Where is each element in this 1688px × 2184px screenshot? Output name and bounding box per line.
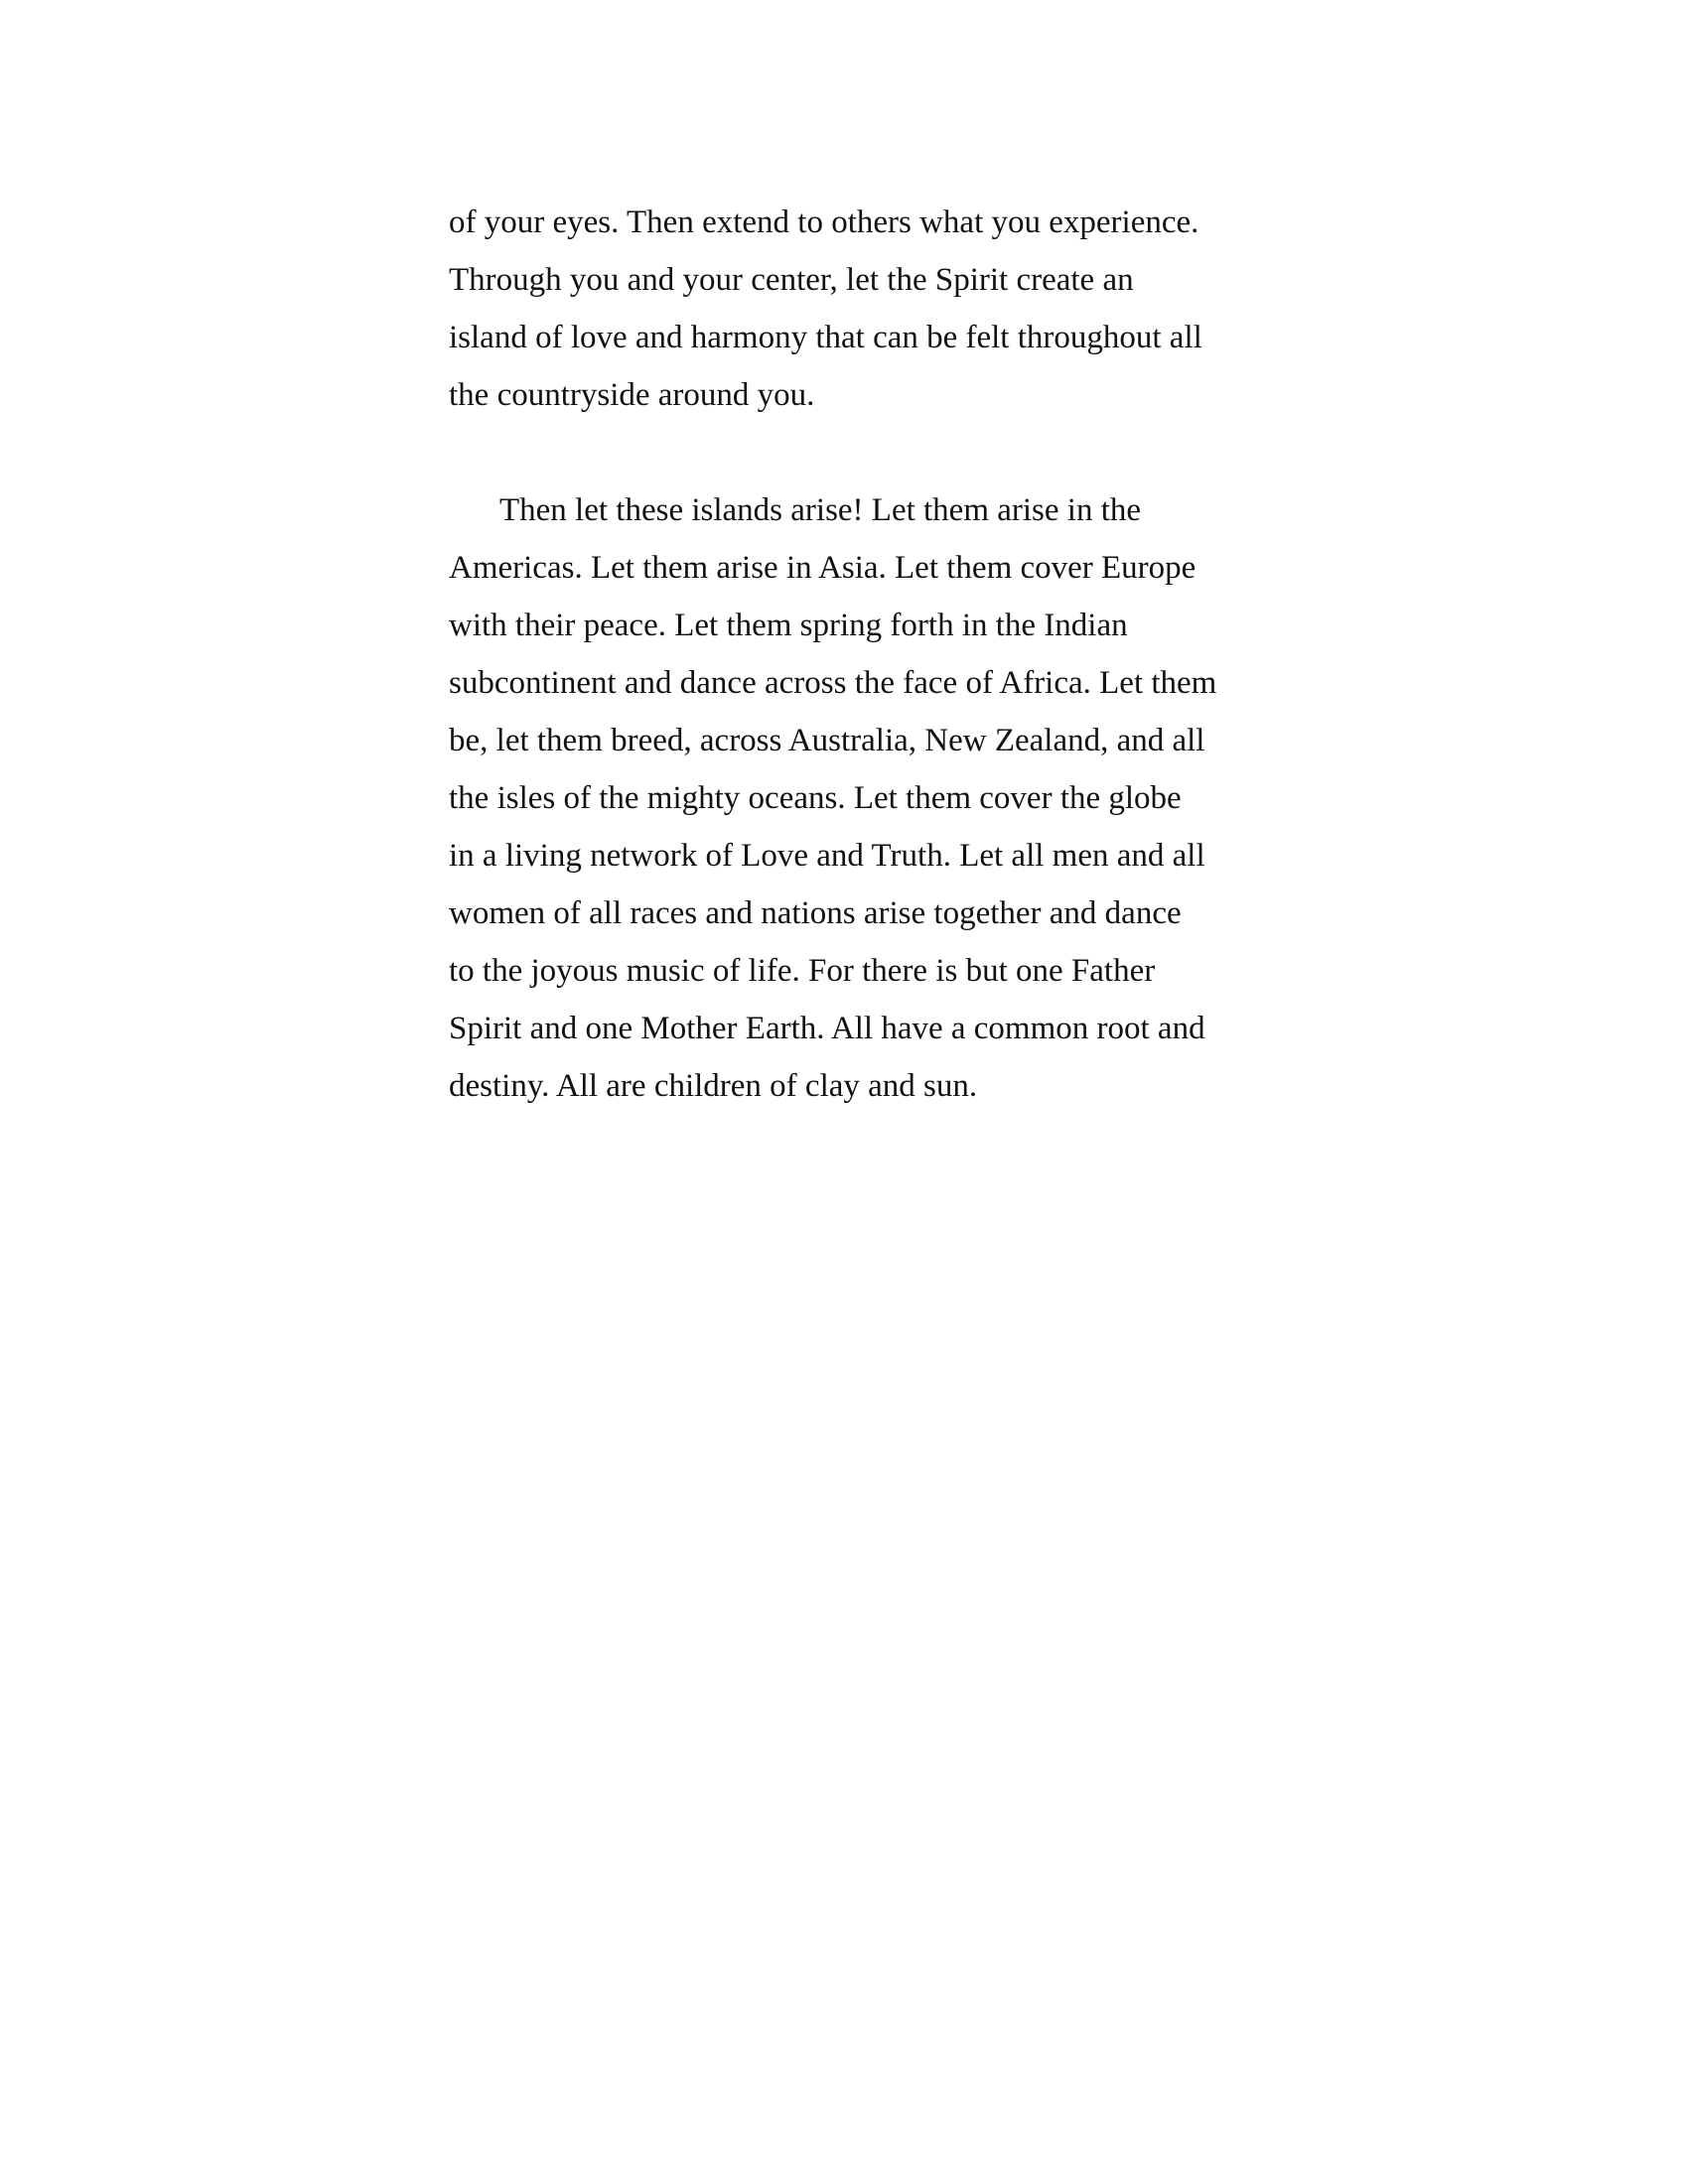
paragraph-gap: [449, 424, 1263, 481]
paragraph-2: [449, 481, 1263, 1115]
text-line: women of all races and nations arise together and dance: [449, 895, 1182, 931]
text-line: in a living network of Love and Truth. Let all men and all: [449, 838, 1205, 874]
text-line: Spirit and one Mother Earth. All have a common root and: [449, 1011, 1205, 1046]
text-line: destiny. All are children of clay and sun.: [449, 1068, 978, 1104]
text-line-indented: Then let these islands arise! Let them arise in the: [499, 492, 1142, 528]
text-line: island of love and harmony that can be felt throughout all: [449, 320, 1202, 355]
text-line: be, let them breed, across Australia, New Zealand, and all: [449, 723, 1205, 758]
text-line: the isles of the mighty oceans. Let them cover the globe: [449, 780, 1182, 816]
text-line: with their peace. Let them spring forth in the Indian: [449, 608, 1128, 643]
text-line: the countryside around you.: [449, 377, 815, 413]
text-line: of your eyes. Then extend to others what you experience.: [449, 205, 1199, 240]
text-line: Through you and your center, let the Spirit create an: [449, 262, 1134, 298]
body-text: [449, 194, 1263, 1115]
paragraph-1: [449, 194, 1263, 424]
text-line: Americas. Let them arise in Asia. Let them cover Europe: [449, 550, 1196, 586]
text-line: to the joyous music of life. For there is but one Father: [449, 953, 1156, 989]
text-line: subcontinent and dance across the face of Africa. Let them: [449, 665, 1217, 701]
